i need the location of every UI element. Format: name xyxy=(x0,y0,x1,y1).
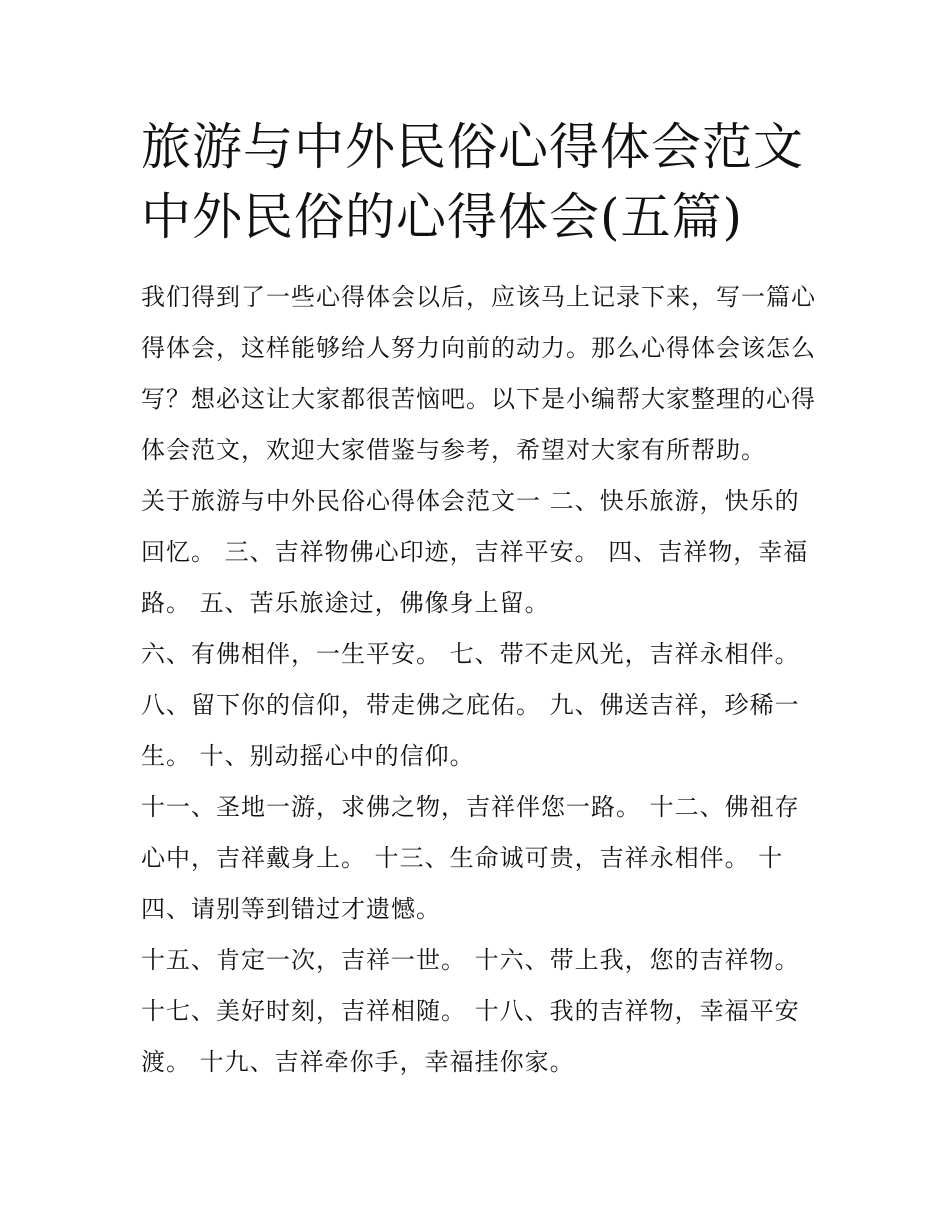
document-content xyxy=(141,112,821,1088)
intro-paragraph: 我们得到了一些心得体会以后，应该马上记录下来，写一篇心得体会，这样能够给人努力向前的动力。那么心得体会该怎么写？想必这让大家都很苦恼吧。以下是小编帮大家整理的心得体会范文，欢迎大家借鉴与参考，希望对大家有所帮助。 xyxy=(141,283,816,464)
slogan-paragraph-3: 十一、圣地一游，求佛之物，吉祥伴您一路。 十二、佛祖存心中，吉祥戴身上。 十三、生命诚可贵，吉祥永相伴。 十四、请别等到错过才遗憾。 xyxy=(141,793,800,923)
slogan-paragraph-4: 十五、肯定一次，吉祥一世。 十六、带上我，您的吉祥物。 十七、美好时刻，吉祥相随。 十八、我的吉祥物，幸福平安渡。 十九、吉祥牵你手，幸福挂你家。 xyxy=(141,946,800,1076)
slogan-paragraph-2: 六、有佛相伴，一生平安。 七、带不走风光，吉祥永相伴。 八、留下你的信仰，带走佛之庇佑。 九、佛送吉祥，珍稀一生。 十、别动摇心中的信仰。 xyxy=(141,640,800,770)
title-line-2: 中外民俗的心得体会(五篇) xyxy=(141,188,744,246)
document-title xyxy=(141,112,821,252)
title-line-1: 旅游与中外民俗心得体会范文 xyxy=(141,118,804,176)
slogan-paragraph-1: 关于旅游与中外民俗心得体会范文一 二、快乐旅游，快乐的回忆。 三、吉祥物佛心印迹，吉祥平安。 四、吉祥物，幸福路。 五、苦乐旅途过，佛像身上留。 xyxy=(141,487,809,617)
